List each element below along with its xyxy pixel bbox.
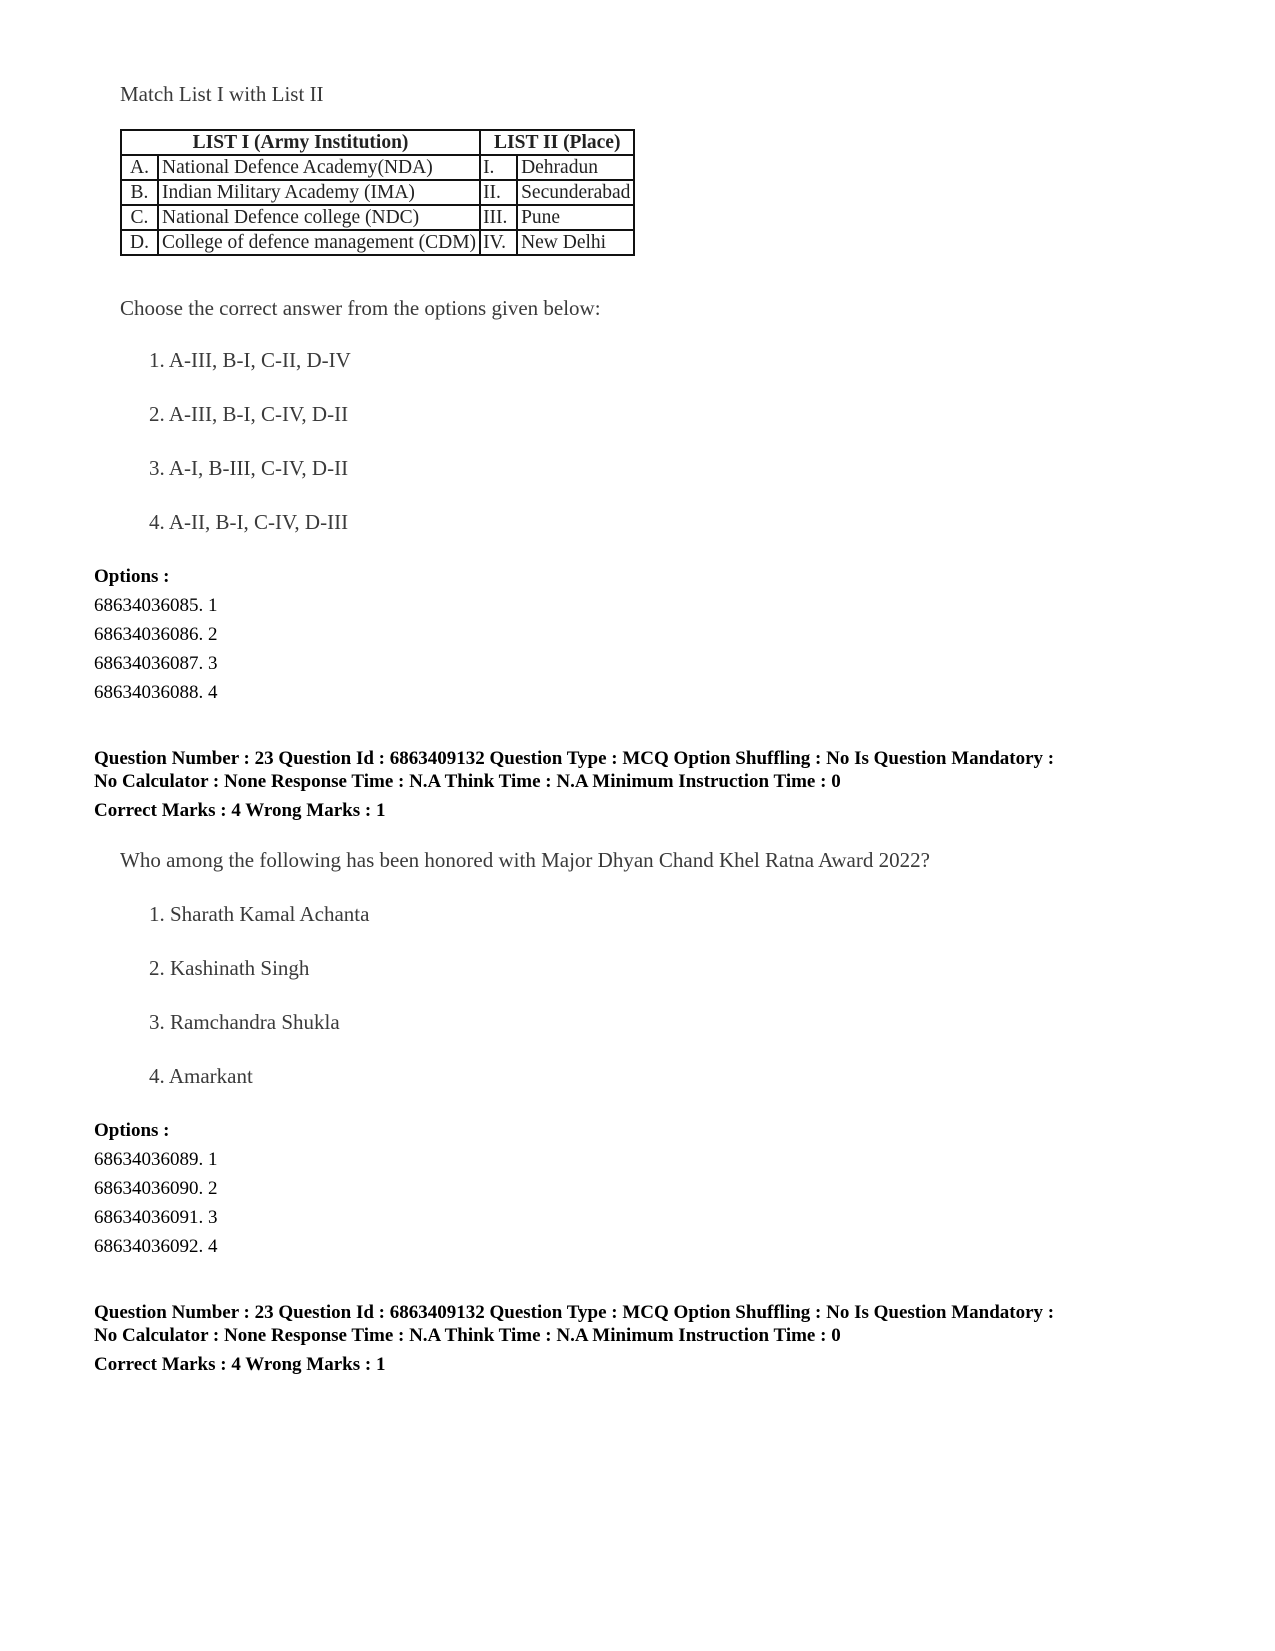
- row-place: New Delhi: [517, 230, 634, 255]
- question-2-choice: 3. Ramchandra Shukla: [149, 1010, 340, 1034]
- question-1-choice: 2. A-III, B-I, C-IV, D-II: [149, 402, 349, 426]
- option-id-line: 68634036085. 1: [94, 595, 218, 616]
- question-meta-line: Question Number : 23 Question Id : 6863409132 Question Type : MCQ Option Shuffling : No Is Question Mandatory :: [94, 1302, 1055, 1323]
- table-row: [121, 205, 634, 230]
- option-id-line: 68634036086. 2: [94, 624, 218, 645]
- marks-line: Correct Marks : 4 Wrong Marks : 1: [94, 1354, 386, 1375]
- table-header-row: [121, 130, 634, 155]
- question-2-choice: 2. Kashinath Singh: [149, 956, 310, 980]
- question-1-prompt: Choose the correct answer from the options given below:: [120, 296, 601, 320]
- table-row: [121, 155, 634, 180]
- list-2-header: LIST II (Place): [480, 130, 634, 155]
- question-2-text: Who among the following has been honored with Major Dhyan Chand Khel Ratna Award 2022?: [120, 848, 930, 872]
- options-label: Options :: [94, 1120, 170, 1141]
- row-place: Dehradun: [517, 155, 634, 180]
- question-1-choice: 3. A-I, B-III, C-IV, D-II: [149, 456, 349, 480]
- question-1-heading: Match List I with List II: [120, 82, 324, 106]
- option-id-line: 68634036091. 3: [94, 1207, 218, 1228]
- row-institution: National Defence Academy(NDA): [158, 155, 480, 180]
- option-id-line: 68634036092. 4: [94, 1236, 218, 1257]
- row-key: A.: [121, 155, 158, 180]
- row-place: Secunderabad: [517, 180, 634, 205]
- row-numeral: III.: [480, 205, 517, 230]
- question-meta-line: No Calculator : None Response Time : N.A Think Time : N.A Minimum Instruction Time : 0: [94, 1325, 841, 1346]
- table-row: [121, 180, 634, 205]
- list-1-header: LIST I (Army Institution): [121, 130, 480, 155]
- question-1: [120, 82, 635, 256]
- row-key: B.: [121, 180, 158, 205]
- marks-line: Correct Marks : 4 Wrong Marks : 1: [94, 800, 386, 821]
- row-institution: Indian Military Academy (IMA): [158, 180, 480, 205]
- row-institution: National Defence college (NDC): [158, 205, 480, 230]
- question-1-choice: 1. A-III, B-I, C-II, D-IV: [149, 348, 351, 372]
- question-meta-line: Question Number : 23 Question Id : 6863409132 Question Type : MCQ Option Shuffling : No Is Question Mandatory :: [94, 748, 1055, 769]
- table-row: [121, 230, 634, 255]
- option-id-line: 68634036088. 4: [94, 682, 218, 703]
- option-id-line: 68634036087. 3: [94, 653, 218, 674]
- row-numeral: II.: [480, 180, 517, 205]
- question-2-choice: 1. Sharath Kamal Achanta: [149, 902, 370, 926]
- option-id-line: 68634036090. 2: [94, 1178, 218, 1199]
- row-numeral: I.: [480, 155, 517, 180]
- row-place: Pune: [517, 205, 634, 230]
- row-institution: College of defence management (CDM): [158, 230, 480, 255]
- row-numeral: IV.: [480, 230, 517, 255]
- match-table: [120, 129, 635, 256]
- options-label: Options :: [94, 566, 170, 587]
- row-key: C.: [121, 205, 158, 230]
- question-1-choice: 4. A-II, B-I, C-IV, D-III: [149, 510, 349, 534]
- question-2-choice: 4. Amarkant: [149, 1064, 253, 1088]
- question-meta-line: No Calculator : None Response Time : N.A Think Time : N.A Minimum Instruction Time : 0: [94, 771, 841, 792]
- row-key: D.: [121, 230, 158, 255]
- option-id-line: 68634036089. 1: [94, 1149, 218, 1170]
